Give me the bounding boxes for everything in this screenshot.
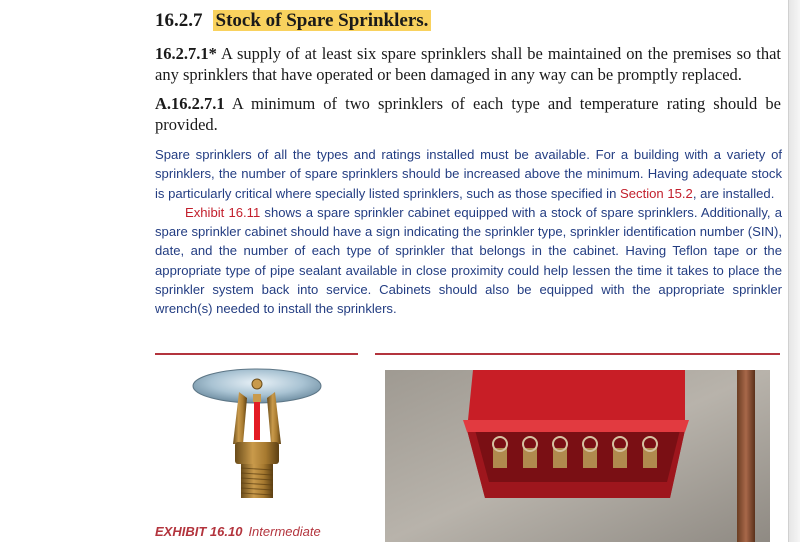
commentary-block	[155, 145, 782, 319]
exhibit-caption-text: Intermediate	[248, 524, 321, 539]
exhibit-caption	[155, 524, 321, 539]
spare-sprinkler-cabinet-photo	[385, 370, 770, 542]
commentary-paragraph	[155, 145, 782, 203]
page-edge	[788, 0, 800, 542]
commentary-paragraph	[155, 203, 782, 319]
exhibit-reference-link[interactable]: Exhibit 16.11	[185, 204, 261, 220]
commentary-text: , are installed.	[692, 185, 775, 201]
section-heading	[155, 9, 431, 33]
paragraph-text: A supply of at least six spare sprinklers shall be maintained on the premises so that any sprinklers that have operated or been damaged in any way can be promptly replaced.	[155, 44, 781, 84]
requirement-paragraph	[155, 43, 781, 85]
paragraph-label: 16.2.7.1*	[155, 44, 217, 63]
cabinet-illustration	[385, 370, 770, 542]
section-title: Stock of Spare Sprinklers.	[213, 10, 432, 31]
exhibit-divider	[155, 353, 358, 355]
paragraph-label: A.16.2.7.1	[155, 94, 225, 113]
sprinkler-illustration	[155, 364, 358, 514]
exhibit-divider	[375, 353, 780, 355]
section-number: 16.2.7	[155, 10, 203, 31]
paragraph-text: A minimum of two sprinklers of each type and temperature rating should be provided.	[155, 94, 781, 134]
annex-paragraph	[155, 93, 781, 135]
commentary-text: Spare sprinklers of all the types and ratings installed must be available. For a building with a variety of sprinklers, the number of spare sprinklers should be increased above the minimum. Having adequate stock is particularly critical where specially listed sprinklers, such as those specified in	[155, 147, 782, 201]
exhibit-caption-label: EXHIBIT 16.10	[155, 524, 243, 539]
sprinkler-image	[155, 364, 358, 514]
commentary-text: shows a spare sprinkler cabinet equipped with a stock of spare sprinklers. Additionally, a spare sprinkler cabinet should have a sign indicating the sprinkler type, sprinkler identification number (SIN), date, and the number of each type of sprinkler that belongs in the cabinet. Having Teflon tape or the appropriate type of pipe sealant available in close proximity could help lessen the time it takes to place the sprinkler system back into service. Cabinets should also be equipped with the appropriate sprinkler wrench(s) needed to install the sprinklers.	[155, 204, 782, 317]
section-reference-link[interactable]: Section 15.2	[620, 185, 693, 201]
